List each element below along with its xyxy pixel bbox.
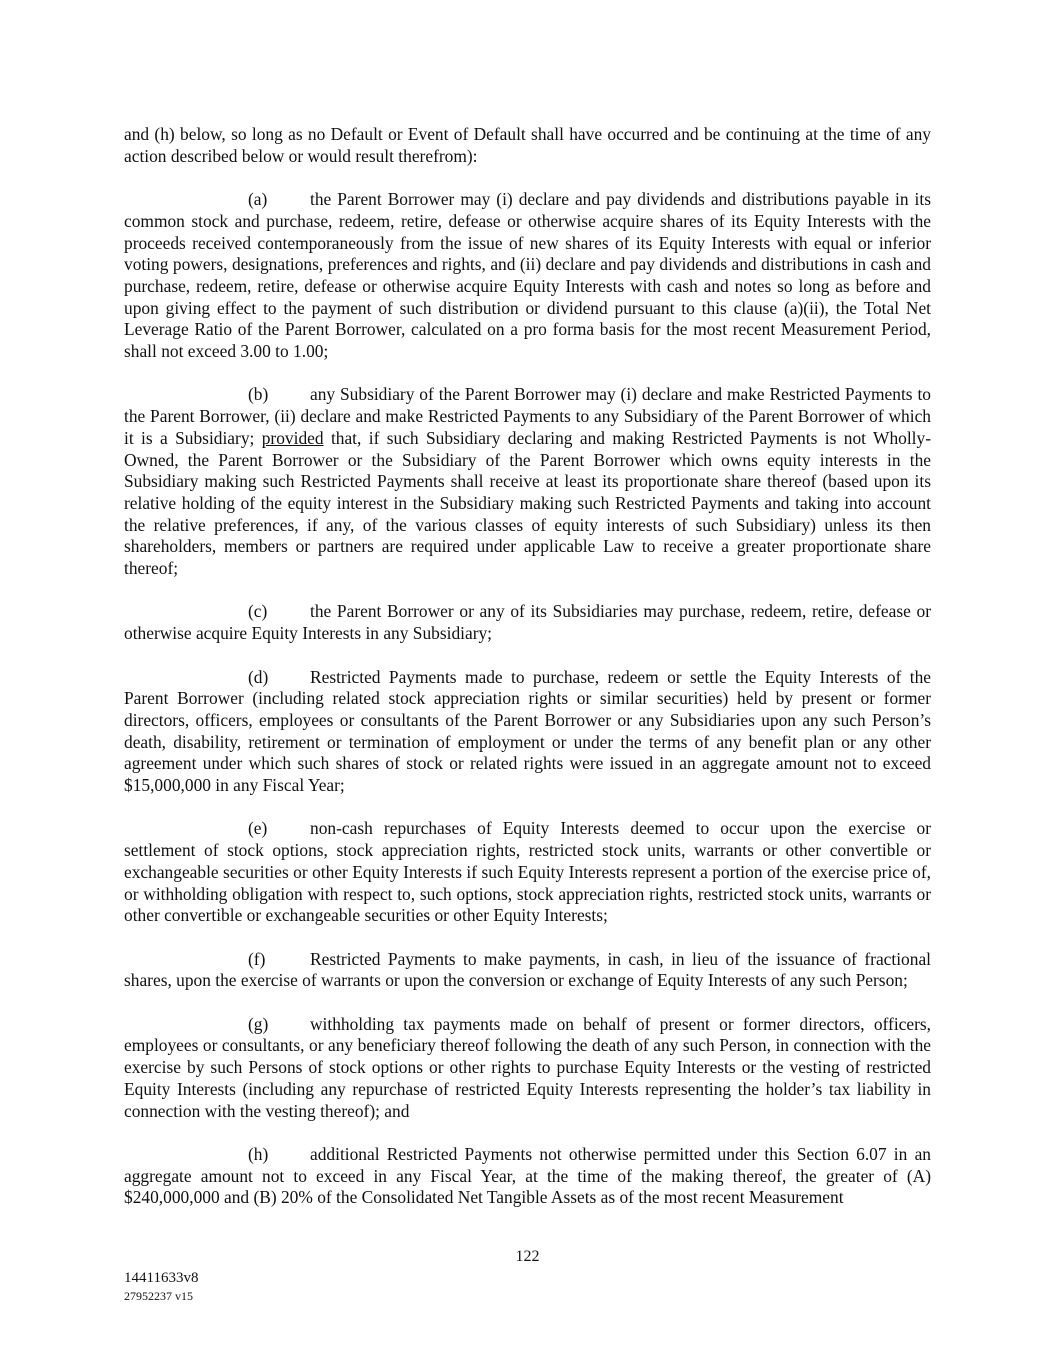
clause-text: Restricted Payments to make payments, in cash, in lieu of the issuance of fractional shares, upon the exercise of warrants or upon the conversion or exchange of Equity Interests of any such Person; (124, 948, 931, 991)
clause-label: (b) (248, 384, 269, 405)
document-id-secondary: 27952237 v15 (124, 1289, 193, 1303)
clause-text: the Parent Borrower or any of its Subsidiaries may purchase, redeem, retire, defease or otherwise acquire Equity Interests in any Subsidiary; (124, 601, 931, 644)
clause-label: (f) (248, 948, 266, 969)
intro-paragraph: and (h) below, so long as no Default or Event of Default shall have occurred and be continuing at the time of any action described below or would result therefrom): (124, 124, 931, 166)
clause-text: additional Restricted Payments not otherwise permitted under this Section 6.07 in an aggregate amount not to exceed in any Fiscal Year, at the time of the making thereof, the greater of (A) $240,000,000 and (B) 20% of the Consolidated Net Tangible Assets as of the most recent Measurement (124, 1143, 931, 1208)
clause-text: that, if such Subsidiary declaring and making Restricted Payments is not Wholly-Owned, the Parent Borrower or the Subsidiary of the Parent Borrower which owns equity interests in the Subsidiary making such Restricted Payments shall receive at least its proportionate share thereof (based upon its relative holding of the equity interest in the Subsidiary making such Restricted Payments and taking into account the relative preferences, if any, of the various classes of equity interests of such Subsidiary) unless its then shareholders, members or partners are required under applicable Law to receive a greater proportionate share thereof; (124, 427, 931, 579)
clause-label: (c) (248, 601, 268, 622)
clause-label: (g) (248, 1013, 269, 1034)
clause-f (124, 949, 931, 992)
document-body (124, 124, 931, 1231)
clause-text: any Subsidiary of the Parent Borrower may (i) declare and make Restricted Payments to the Parent Borrower, (ii) declare and make Restricted Payments to any Subsidiary of the Parent Borrower of which it is a Subsidiary; (124, 384, 931, 448)
clause-a (124, 189, 931, 363)
clause-text: non-cash repurchases of Equity Interests deemed to occur upon the exercise or settlement of stock options, stock appreciation rights, restricted stock units, warrants or other convertible or exchangeable securities or other Equity Interests if such Equity Interests represent a portion of the exercise price of, or withholding obligation with respect to, such options, stock appreciation rights, restricted stock units, warrants or other convertible or exchangeable securities or other Equity Interests; (124, 818, 931, 926)
clause-c (124, 601, 931, 644)
clause-text: Restricted Payments made to purchase, redeem or settle the Equity Interests of the Parent Borrower (including related stock appreciation rights or similar securities) held by present or former directors, officers, employees or consultants of the Parent Borrower or any Subsidiaries upon any such Person’s death, disability, retirement or termination of employment or under the terms of any benefit plan or any other agreement under which such shares of stock or related rights were issued in an aggregate amount not to exceed $15,000,000 in any Fiscal Year; (124, 666, 931, 796)
clause-label: (d) (248, 666, 269, 687)
clause-g (124, 1014, 931, 1123)
page-number: 122 (515, 1248, 540, 1265)
clause-label: (h) (248, 1143, 269, 1164)
clause-text: withholding tax payments made on behalf of present or former directors, officers, employees or consultants, or any beneficiary thereof following the death of any such Person, in connection with the exercise by such Persons of stock options or other rights to purchase Equity Interests or the vesting of restricted Equity Interests (including any repurchase of restricted Equity Interests representing the holder’s tax liability in connection with the vesting thereof); and (124, 1013, 931, 1121)
provided-term: provided (261, 427, 324, 448)
document-id: 14411633v8 (124, 1270, 199, 1286)
clause-text: the Parent Borrower may (i) declare and pay dividends and distributions payable in its common stock and purchase, redeem, retire, defease or otherwise acquire shares of its Equity Interests with the proceeds received contemporaneously from the issue of new shares of its Equity Interests with equal or inferior voting powers, designations, preferences and rights, and (ii) declare and pay dividends and distributions in cash and purchase, redeem, retire, defease or otherwise acquire Equity Interests with cash and notes so long as before and upon giving effect to the payment of such distribution or dividend pursuant to this clause (a)(ii), the Total Net Leverage Ratio of the Parent Borrower, calculated on a pro forma basis for the most recent Measurement Period, shall not exceed 3.00 to 1.00; (124, 189, 931, 362)
clause-label: (a) (248, 189, 268, 210)
clause-e (124, 818, 931, 927)
clause-d (124, 667, 931, 797)
clause-label: (e) (248, 818, 268, 839)
clause-h (124, 1144, 931, 1209)
clause-b (124, 384, 931, 579)
